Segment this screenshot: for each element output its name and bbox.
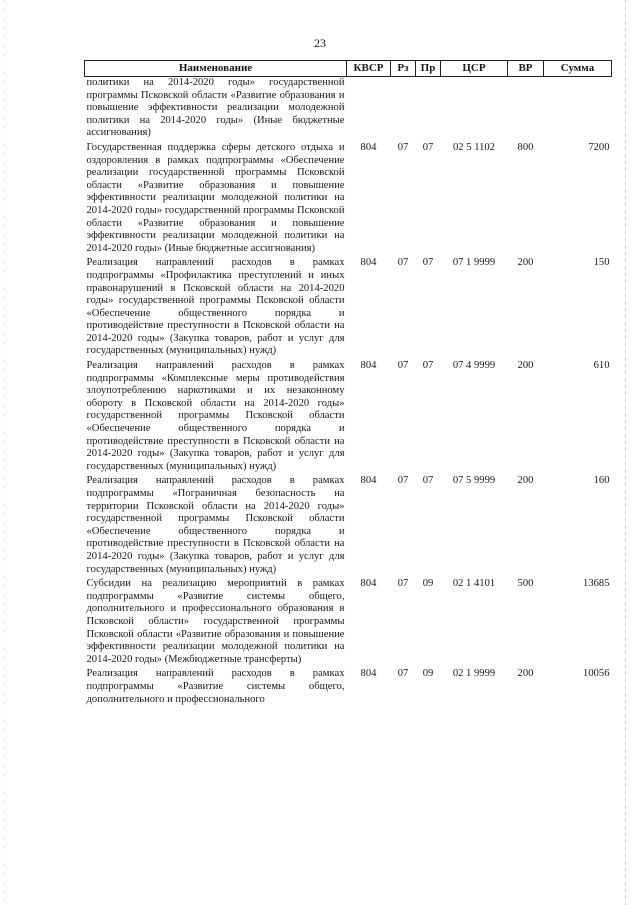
row-vr: 200: [517, 257, 534, 269]
header-name: Наименование: [85, 61, 347, 77]
table-row: [85, 475, 612, 578]
table-row: [85, 578, 612, 668]
row-rz: 07: [397, 360, 409, 372]
row-vr: 200: [517, 475, 534, 487]
header-pr: Пр: [416, 61, 441, 77]
row-name: Реализация направлений расходов в рамках подпрограммы «Пограничная безопасность на территории Псковской области на 2014-2020 годы» государственной программы Псковской области «Обеспечение общественного порядка и противодействие преступности в Псковской области на 2014-2020 годы» (Закупка товаров, работ и услуг для государственных (муниципальных) нужд): [86, 475, 345, 575]
row-kvsr: 804: [360, 141, 377, 153]
table-row: [85, 257, 612, 360]
row-csr: 02 1 9999: [452, 668, 496, 680]
row-pr: 09: [422, 578, 434, 590]
row-csr: 07 4 9999: [452, 360, 496, 372]
row-name: Государственная поддержка сферы детского отдыха и оздоровления в рамках подпрограммы «Обеспечение реализации государственной программы Псковской области «Развитие образования и повышение эффективности реализации молодежной политики на 2014-2020 годы» государственной программы Псковской области «Развитие образования и повышение эффективности реализации молодежной политики на 2014-2020 годы» (Иные бюджетные ассигнования): [86, 141, 345, 254]
row-vr: 200: [517, 668, 534, 680]
page-number: 23: [314, 36, 326, 50]
row-sum: 160: [593, 475, 610, 487]
row-kvsr: 804: [360, 360, 377, 372]
header-kvsr: КВСР: [347, 61, 391, 77]
row-pr: 07: [422, 141, 434, 153]
row-rz: 07: [397, 578, 409, 590]
row-kvsr: 804: [360, 257, 377, 269]
table-row: [85, 142, 612, 257]
row-pr: 07: [422, 257, 434, 269]
row-kvsr: 804: [360, 668, 377, 680]
row-csr: 02 1 4101: [452, 578, 496, 590]
scan-edge-right: [625, 0, 626, 905]
row-pr: 07: [422, 360, 434, 372]
row-sum: 10056: [583, 668, 610, 680]
row-rz: 07: [397, 141, 409, 153]
row-vr: 800: [517, 141, 534, 153]
row-kvsr: 804: [360, 475, 377, 487]
table-row-continuation: [85, 77, 612, 142]
budget-table: [84, 60, 612, 708]
header-rz: Рз: [391, 61, 416, 77]
row-csr: 07 1 9999: [452, 257, 496, 269]
header-vr: ВР: [508, 61, 544, 77]
row-csr: 02 5 1102: [453, 141, 495, 153]
row-pr: 07: [422, 475, 434, 487]
row-pr: 09: [422, 668, 434, 680]
row-rz: 07: [397, 475, 409, 487]
row-name: Реализация направлений расходов в рамках подпрограммы «Развитие системы общего, дополнительного и профессионального: [86, 668, 345, 705]
row-name: политики на 2014-2020 годы» государственной программы Псковской области «Развитие образования и повышение эффективности реализации молодежной политики на 2014-2020 годы» (Иные бюджетные ассигнования): [86, 77, 345, 139]
row-vr: 200: [517, 360, 534, 372]
table-header-row: [85, 61, 612, 77]
header-csr: ЦСР: [441, 61, 508, 77]
row-name: Реализация направлений расходов в рамках подпрограммы «Профилактика преступлений и иных правонарушений в Псковской области на 2014-2020 годы» государственной программы Псковской области «Обеспечение общественного порядка и противодействие преступности в Псковской области на 2014-2020 годы» (Закупка товаров, работ и услуг для государственных (муниципальных) нужд): [86, 257, 345, 357]
row-sum: 7200: [588, 141, 610, 153]
row-rz: 07: [397, 668, 409, 680]
row-name: Субсидии на реализацию мероприятий в рамках подпрограммы «Развитие системы общего, дополнительного и профессионального образования в Псковской области» государственной программы Псковской области «Развитие образования и повышение эффективности реализации молодежной политики на 2014-2020 годы» (Межбюджетные трансферты): [86, 578, 345, 665]
header-sum: Сумма: [544, 61, 612, 77]
scan-edge-left: [4, 0, 5, 905]
table-row: [85, 668, 612, 708]
row-name: Реализация направлений расходов в рамках подпрограммы «Комплексные меры противодействия злоупотреблению наркотиками и их незаконному обороту в Псковской области на 2014-2020 годы» государственной программы Псковской области «Обеспечение общественного порядка и противодействие преступности в Псковской области на 2014-2020 годы» (Закупка товаров, работ и услуг для государственных (муниципальных) нужд): [86, 360, 345, 472]
row-sum: 13685: [583, 578, 610, 590]
row-sum: 150: [593, 257, 610, 269]
row-kvsr: 804: [360, 578, 377, 590]
row-sum: 610: [593, 360, 610, 372]
table-row: [85, 360, 612, 475]
row-vr: 500: [517, 578, 534, 590]
row-csr: 07 5 9999: [452, 475, 496, 487]
row-rz: 07: [397, 257, 409, 269]
